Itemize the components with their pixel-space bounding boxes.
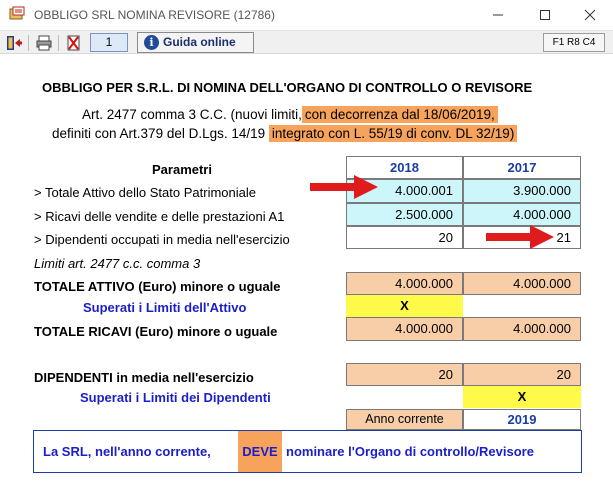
anno-corrente-value: 2019 <box>463 409 581 430</box>
year-2017-header: 2017 <box>463 156 581 179</box>
print-icon[interactable] <box>35 34 53 52</box>
attivo-2018-input[interactable]: 4.000.001 <box>346 179 463 203</box>
clear-icon[interactable] <box>65 34 83 52</box>
year-2018-header: 2018 <box>346 156 463 179</box>
red-arrow-icon <box>308 172 380 202</box>
maximize-button[interactable] <box>522 0 568 30</box>
guide-online-button[interactable] <box>137 32 254 53</box>
attivo-exceeded-label: Superati i Limiti dell'Attivo <box>83 300 247 315</box>
dipendenti-2018-input[interactable]: 20 <box>346 226 463 249</box>
ricavi-limit-label: TOTALE RICAVI (Euro) minore o uguale <box>34 324 278 339</box>
window-title: OBBLIGO SRL NOMINA REVISORE (12786) <box>34 8 275 22</box>
ricavi-2018-input[interactable]: 2.500.000 <box>346 203 463 226</box>
reference-text: Art. 2477 comma 3 C.C. (nuovi limiti, <box>82 107 302 122</box>
dipendenti-exceeded-flag: X <box>463 386 581 408</box>
attivo-exceeded-flag: X <box>346 295 463 317</box>
result-text-start: La SRL, nell'anno corrente, <box>43 444 211 459</box>
page-number-field[interactable]: 1 <box>90 33 128 52</box>
title-bar <box>0 0 613 30</box>
dipendenti-limit-2017: 20 <box>463 363 581 386</box>
app-icon <box>9 6 25 22</box>
row-label: > Dipendenti occupati in media nell'esercizio <box>34 232 290 247</box>
params-header: Parametri <box>152 162 212 177</box>
attivo-2017-input[interactable]: 3.900.000 <box>463 179 581 203</box>
maximize-icon <box>539 9 551 21</box>
reference-text: definiti con Art.379 del D.Lgs. 14/19 <box>52 126 266 141</box>
page-heading: OBBLIGO PER S.R.L. DI NOMINA DELL'ORGANO DI CONTROLLO O REVISORE <box>42 80 533 95</box>
ricavi-limit-2018: 4.000.000 <box>346 317 463 341</box>
attivo-limit-label: TOTALE ATTIVO (Euro) minore o uguale <box>34 279 281 294</box>
ricavi-2017-input[interactable]: 4.000.000 <box>463 203 581 226</box>
toolbar-separator <box>58 35 59 51</box>
reference-highlight: integrato con L. 55/19 di conv. DL 32/19) <box>269 125 517 142</box>
result-text-end: nominare l'Organo di controllo/Revisore <box>286 444 534 459</box>
attivo-limit-2018: 4.000.000 <box>346 272 463 295</box>
limits-caption: Limiti art. 2477 c.c. comma 3 <box>34 256 201 271</box>
close-button[interactable] <box>567 0 613 30</box>
dipendenti-limit-2018: 20 <box>346 363 463 386</box>
row-label: > Totale Attivo dello Stato Patrimoniale <box>34 185 256 200</box>
cell-code-indicator: F1 R8 C4 <box>543 33 605 52</box>
close-icon <box>584 9 596 21</box>
info-icon: i <box>144 35 159 50</box>
toolbar <box>0 30 613 54</box>
red-arrow-icon <box>484 222 556 252</box>
exit-icon[interactable] <box>5 34 23 52</box>
result-banner <box>33 430 582 473</box>
result-deve-badge: DEVE <box>238 431 282 472</box>
dipendenti-exceeded-label: Superati i Limiti dei Dipendenti <box>80 390 271 405</box>
minimize-icon <box>492 9 504 21</box>
dipendenti-2017-input[interactable]: 21 <box>463 226 581 249</box>
dipendenti-limit-label: DIPENDENTI in media nell'esercizio <box>34 370 254 385</box>
reference-highlight: con decorrenza dal 18/06/2019, <box>302 106 498 123</box>
guide-online-label: Guida online <box>163 35 236 49</box>
toolbar-separator <box>28 35 29 51</box>
reference-line-1 <box>82 107 498 122</box>
attivo-limit-2017: 4.000.000 <box>463 272 581 295</box>
ricavi-limit-2017: 4.000.000 <box>463 317 581 341</box>
form-sheet <box>0 54 613 504</box>
row-label: > Ricavi delle vendite e delle prestazioni A1 <box>34 209 285 224</box>
anno-corrente-label: Anno corrente <box>346 409 463 430</box>
reference-line-2 <box>52 126 517 141</box>
minimize-button[interactable] <box>475 0 521 30</box>
